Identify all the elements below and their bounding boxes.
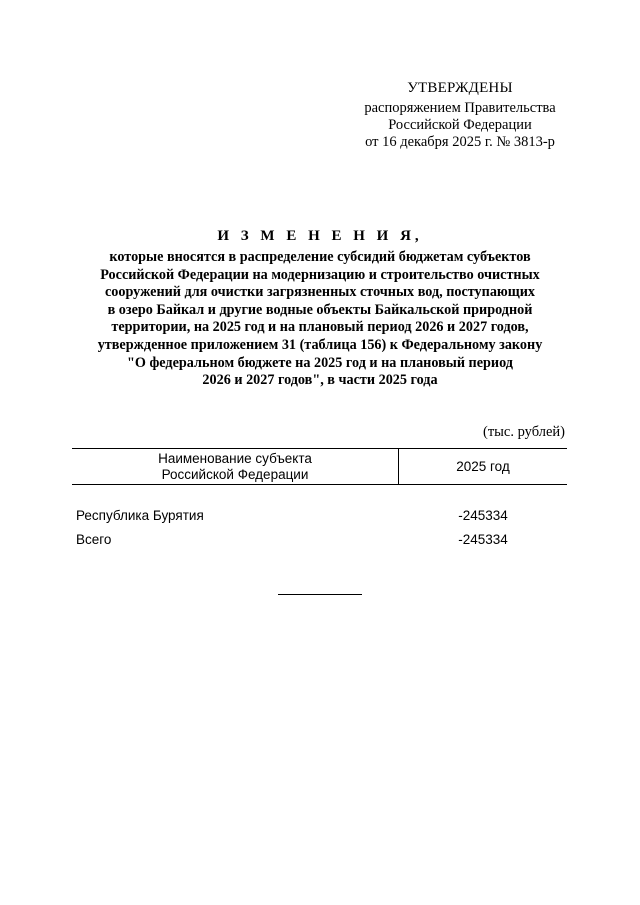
row-total-value: -245334 bbox=[458, 532, 508, 547]
subtitle-line: территории, на 2025 год и на плановый период 2026 и 2027 годов, bbox=[111, 319, 529, 336]
approval-line-3: от 16 декабря 2025 г. № 3813-р bbox=[365, 134, 555, 150]
end-divider bbox=[278, 594, 362, 595]
row-total-name: Всего bbox=[76, 532, 112, 547]
table-row bbox=[72, 528, 567, 552]
row-value: -245334 bbox=[458, 508, 508, 523]
approval-block bbox=[340, 80, 580, 151]
table-body bbox=[72, 504, 567, 552]
approval-line-1: распоряжением Правительства bbox=[364, 100, 556, 116]
subtitle-line: утвержденное приложением 31 (таблица 156) к Федеральному закону bbox=[97, 336, 543, 353]
table-header bbox=[72, 448, 567, 485]
subtitle-line: которые вносятся в распределение субсидий бюджетам субъектов bbox=[109, 249, 531, 265]
subtitle-line: Российской Федерации на модернизацию и строительство очистных bbox=[100, 266, 540, 283]
column-header-year: 2025 год bbox=[456, 459, 510, 474]
subtitle-line: "О федеральном бюджете на 2025 год и на плановый период bbox=[127, 354, 513, 371]
subtitle-line: сооружений для очистки загрязненных сточных вод, поступающих bbox=[104, 284, 536, 301]
subtitle-line: 2026 и 2027 годов", в части 2025 года bbox=[202, 372, 438, 389]
column-header-region-line-2: Российской Федерации bbox=[161, 466, 309, 482]
row-region-name: Республика Бурятия bbox=[76, 508, 204, 523]
units-label: (тыс. рублей) bbox=[483, 424, 565, 440]
document-title: И З М Е Н Е Н И Я, bbox=[217, 228, 423, 244]
column-header-region bbox=[72, 449, 399, 484]
table-row bbox=[72, 504, 567, 528]
subsidy-table bbox=[72, 448, 567, 552]
approval-heading: УТВЕРЖДЕНЫ bbox=[407, 80, 513, 96]
document-subtitle bbox=[60, 249, 580, 390]
approval-line-2: Российской Федерации bbox=[388, 117, 532, 133]
subtitle-line: в озеро Байкал и другие водные объекты Байкальской природной bbox=[107, 301, 533, 318]
column-header-region-line-1: Наименование субъекта bbox=[158, 451, 312, 466]
